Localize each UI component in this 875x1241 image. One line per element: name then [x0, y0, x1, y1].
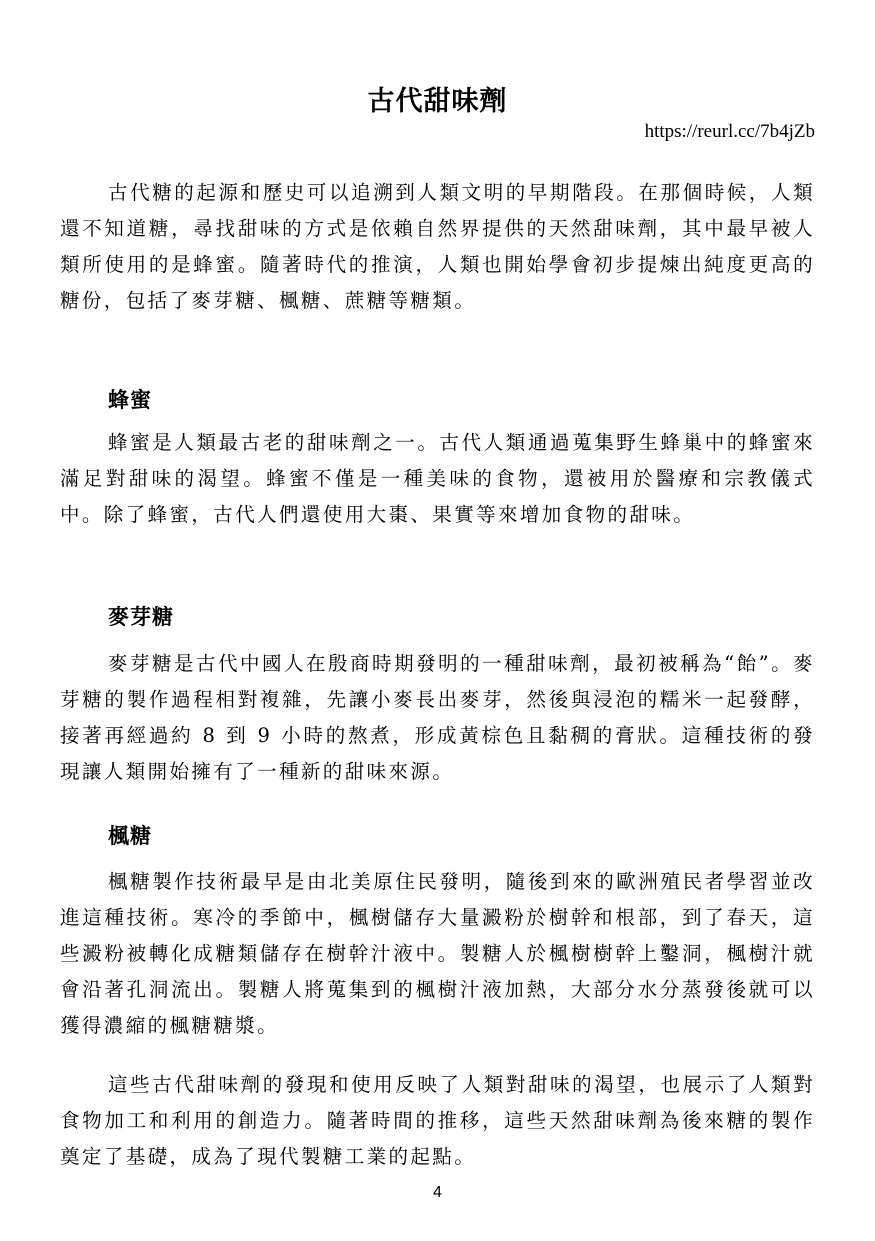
section-heading-honey: 蜂蜜 — [108, 388, 152, 412]
page-title: 古代甜味劑 — [367, 86, 508, 118]
page-number: 4 — [433, 1184, 442, 1201]
section-heading-maple-sugar: 楓糖 — [108, 824, 152, 848]
source-url: https://reurl.cc/7b4jZb — [644, 121, 815, 142]
section-body-honey: 蜂蜜是人類最古老的甜味劑之一。古代人類通過蒐集野生蜂巢中的蜂蜜來滿足對甜味的渴望。蜂蜜不僅是一種美味的食物，還被用於醫療和宗教儀式中。除了蜂蜜，古代人們還使用大棗、果實等來增加食物的甜味。 — [60, 431, 815, 526]
conclusion-paragraph: 這些古代甜味劑的發現和使用反映了人類對甜味的渴望，也展示了人類對食物加工和利用的創造力。隨著時間的推移，這些天然甜味劑為後來糖的製作奠定了基礎，成為了現代製糖工業的起點。 — [60, 1073, 815, 1168]
section-heading-maltose: 麥芽糖 — [108, 605, 174, 629]
intro-paragraph: 古代糖的起源和歷史可以追溯到人類文明的早期階段。在那個時候，人類還不知道糖，尋找甜味的方式是依賴自然界提供的天然甜味劑，其中最早被人類所使用的是蜂蜜。隨著時代的推演，人類也開始學會初步提煉出純度更高的糖份，包括了麥芽糖、楓糖、蔗糖等糖類。 — [60, 181, 815, 312]
section-body-maltose: 麥芽糖是古代中國人在殷商時期發明的一種甜味劑，最初被稱為“飴”。麥芽糖的製作過程相對複雜，先讓小麥長出麥芽，然後與浸泡的糯米一起發酵，接著再經過約 8 到 9 小時的熬煮，形成黃棕色且黏稠的膏狀。這種技術的發現讓人類開始擁有了一種新的甜味來源。 — [60, 652, 815, 783]
section-body-maple-sugar: 楓糖製作技術最早是由北美原住民發明，隨後到來的歐洲殖民者學習並改進這種技術。寒冷的季節中，楓樹儲存大量澱粉於樹幹和根部，到了春天，這些澱粉被轉化成糖類儲存在樹幹汁液中。製糖人於楓樹樹幹上鑿洞，楓樹汁就會沿著孔洞流出。製糖人將蒐集到的楓樹汁液加熱，大部分水分蒸發後就可以獲得濃縮的楓糖糖漿。 — [60, 870, 815, 1037]
